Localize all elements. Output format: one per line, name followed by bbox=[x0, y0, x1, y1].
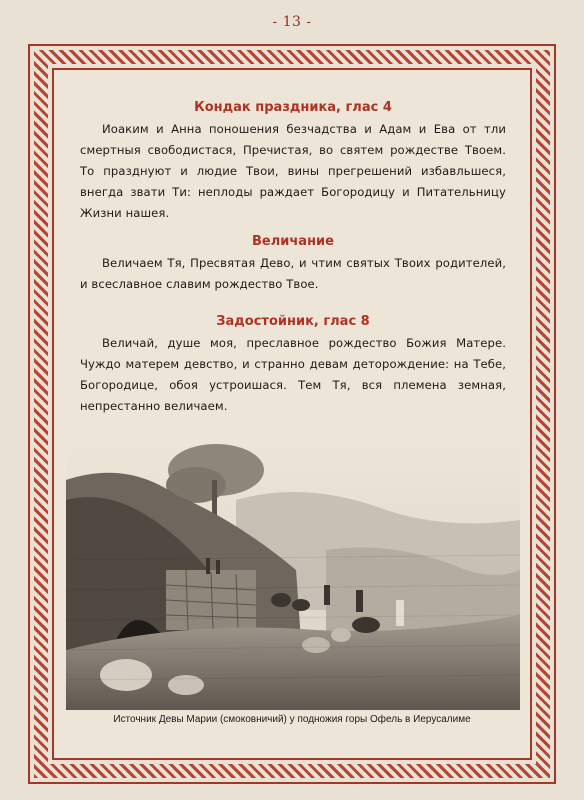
engraving-illustration bbox=[66, 440, 520, 710]
page-number: - 13 - bbox=[272, 14, 312, 30]
section-text: Иоаким и Анна поношения безчадства и Адам и Ева от тли смертныя свободистася, Пречистая, во святем рождестве Твоем. То празднуют и людие Твои, вины прегрешений избавльшеся, внегда звати Ти: неплоды раждает Богородицу и Питательницу Жизни нашея. bbox=[80, 122, 506, 220]
section-kondak bbox=[80, 100, 506, 224]
boulder bbox=[100, 659, 152, 691]
section-velichanie bbox=[80, 234, 506, 295]
section-text: Величай, душе моя, преславное рождество Божия Матере. Чуждо матерем девство, и странно девам деторождение: на Тебе, Богородице, обоя устроишася. Тем Тя, вся племена земная, непрестанно величаем. bbox=[80, 336, 506, 413]
section-heading: Кондак праздника, глас 4 bbox=[194, 100, 392, 115]
section-heading: Величание bbox=[252, 234, 334, 249]
section-heading: Задостойник, глас 8 bbox=[216, 314, 370, 329]
engraving-svg bbox=[66, 440, 520, 710]
section-text: Величаем Тя, Пресвятая Дево, и чтим святых Твоих родителей, и всеславное славим рождество Твое. bbox=[80, 256, 506, 291]
illustration-caption: Источник Девы Марии (смоковничий) у подножия горы Офель в Иерусалиме bbox=[113, 714, 471, 725]
section-zadostoinik bbox=[80, 314, 506, 417]
